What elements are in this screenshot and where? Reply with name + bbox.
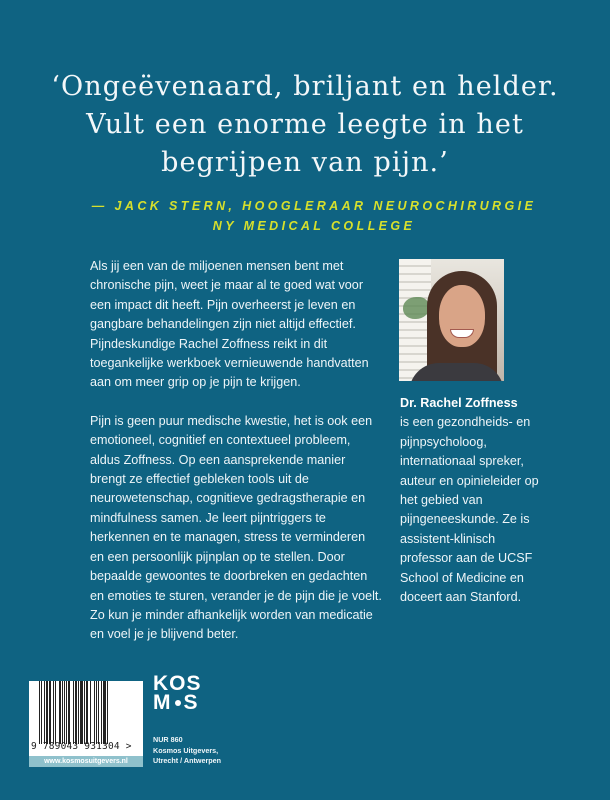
blurb-paragraph: Pijn is geen puur medische kwestie, het is ook een emotioneel, cognitief en contextueel probleem, aldus Zoffness. Op een aansprekende manier brengt ze effectief gebleken tools uit de neurowetenschap, cognitieve gedragstherapie en mindfulness samen. Je leert pijntriggers te herkennen en te managen, stress te verminderen en een persoonlijk pijnplan op te stellen. Door bepaalde gewoontes te doorbreken en gedachten en emoties te sturen, verander je de pijn die je voelt. Zo kun je minder afhankelijk worden van medicatie en voel je je blijvend beter. <box>90 413 382 642</box>
quote-line: begrijpen van pijn.’ <box>161 147 449 178</box>
quote-text <box>0 68 610 182</box>
author-name: Dr. Rachel Zoffness <box>400 396 518 410</box>
quote-line: Vult een enorme leegte in het <box>86 109 524 140</box>
logo-row-top: KOS <box>153 672 202 695</box>
photo-plant <box>403 297 429 319</box>
isbn-digits: 9 789043 931304 > <box>31 741 132 752</box>
blurb-paragraph: Als jij een van de miljoenen mensen bent met chronische pijn, weet je maar al te goed wat voor een impact dit heeft. Pijn overheerst je leven en gangbare behandelingen zijn niet altijd effectief. Pijndeskundige Rachel Zoffness reikt in dit toegankelijke werkboek vernieuwende handvatten aan om meer grip op je pijn te krijgen. <box>90 259 369 390</box>
nur-code: NUR 860 <box>153 735 183 744</box>
isbn-barcode <box>29 681 143 767</box>
barcode-bars <box>39 681 135 744</box>
publisher-location: Utrecht / Antwerpen <box>153 756 222 766</box>
quote-attribution <box>0 196 610 236</box>
publisher-info <box>153 735 253 767</box>
publisher-url: www.kosmosuitgevers.nl <box>29 756 143 767</box>
attribution-line: — JACK STERN, HOOGLERAAR NEUROCHIRURGIE <box>91 199 537 213</box>
logo-dot-icon <box>175 700 181 706</box>
publisher-name: Kosmos Uitgevers, <box>153 745 219 755</box>
pull-quote <box>0 68 610 236</box>
logo-letter: S <box>183 691 199 714</box>
author-bio-text: is een gezondheids- en pijnpsycholoog, internationaal spreker, auteur en opinieleider op het gebied van pijngeneeskunde. Ze is assistent-klinisch professor aan de UCSF School of Medicine en doceert aan Stanford. <box>400 415 539 605</box>
author-bio <box>400 394 550 607</box>
logo-letter: M <box>153 691 172 714</box>
author-photo <box>399 259 504 381</box>
blurb <box>90 257 382 645</box>
kosmos-logo <box>153 674 213 712</box>
quote-line: ‘Ongeëvenaard, briljant en helder. <box>51 71 559 102</box>
logo-row-bottom <box>153 693 213 712</box>
attribution-line: NY MEDICAL COLLEGE <box>212 219 416 233</box>
